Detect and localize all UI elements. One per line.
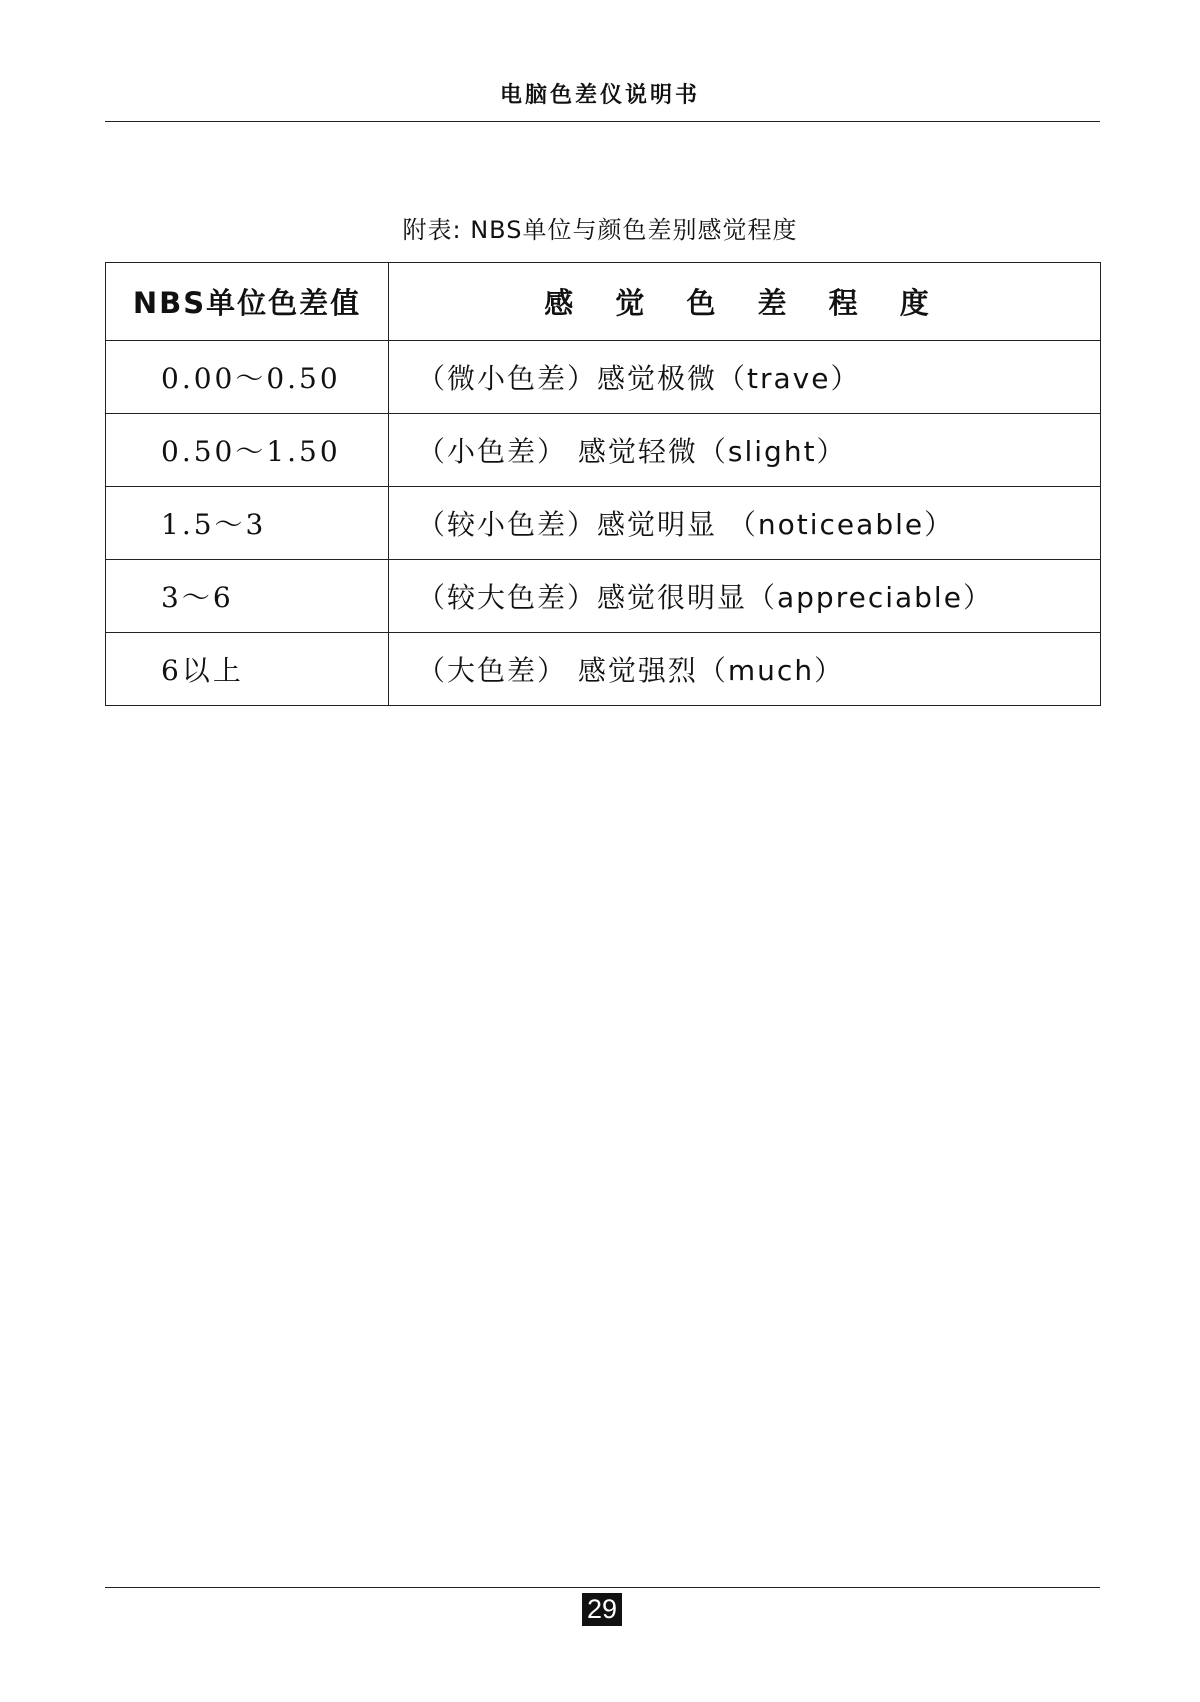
header-divider	[105, 121, 1100, 122]
table-row	[106, 341, 1101, 414]
nbs-value-cell: 1.5～3	[106, 487, 389, 560]
perception-cell: （微小色差）感觉极微（trave）	[389, 341, 1101, 414]
footer-divider	[105, 1587, 1100, 1588]
perception-cell: （较小色差）感觉明显 （noticeable）	[389, 487, 1101, 560]
perception-cell: （较大色差）感觉很明显（appreciable）	[389, 560, 1101, 633]
document-title: 电脑色差仪说明书	[499, 83, 700, 108]
table-row	[106, 560, 1101, 633]
perception-cell: （大色差） 感觉强烈（much）	[389, 633, 1101, 706]
table-caption: 附表: NBS单位与颜色差别感觉程度	[402, 216, 798, 244]
column-header-perception: 感 觉 色 差 程 度	[389, 263, 1101, 341]
table-header-row	[106, 263, 1101, 341]
nbs-value-cell: 0.50～1.50	[106, 414, 389, 487]
page-number: 29	[582, 1593, 622, 1626]
column-header-nbs-value: NBS单位色差值	[106, 263, 389, 341]
nbs-value-cell: 3～6	[106, 560, 389, 633]
nbs-value-cell: 0.00～0.50	[106, 341, 389, 414]
nbs-color-difference-table	[105, 262, 1101, 706]
nbs-value-cell: 6以上	[106, 633, 389, 706]
table-row	[106, 414, 1101, 487]
table-row	[106, 487, 1101, 560]
table-row	[106, 633, 1101, 706]
perception-cell: （小色差） 感觉轻微（slight）	[389, 414, 1101, 487]
